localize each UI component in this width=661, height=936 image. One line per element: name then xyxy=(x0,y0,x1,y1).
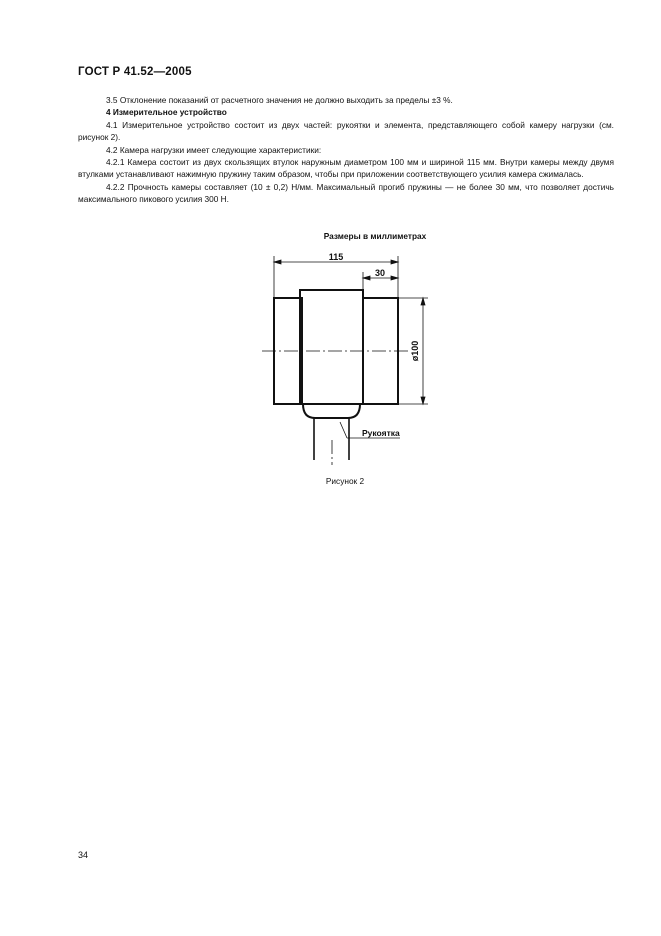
section-heading-4: 4 Измерительное устройство xyxy=(106,107,227,118)
handle-label: Рукоятка xyxy=(362,428,400,438)
figure-caption: Рисунок 2 xyxy=(325,476,365,486)
paragraph-4-2-2: 4.2.2 Прочность камеры составляет (10 ± 0,2) Н/мм. Максимальный прогиб пружины — не более 30 мм, что позволяет достичь максимального пикового усилия 300 Н. xyxy=(78,181,614,205)
dimension-115-label: 115 xyxy=(328,252,344,262)
dimension-diameter-label: ø100 xyxy=(410,340,420,362)
center-lines xyxy=(262,351,410,465)
paragraph-4-2-1: 4.2.1 Камера состоит из двух скользящих втулок наружным диаметром 100 мм и шириной 115 мм. Внутри камеры между двумя втулками устанавливают нажимную пружину таким образом, чтобы при приложении соответствующего усилия камера сжималась. xyxy=(78,157,614,180)
paragraph-3-5: 3.5 Отклонение показаний от расчетного значения не должно выходить за пределы ±3 %. xyxy=(106,95,453,105)
handle-shape xyxy=(314,418,349,460)
paragraph-4-2: 4.2 Камера нагрузки имеет следующие характеристики: xyxy=(106,144,322,155)
dimension-30-label: 30 xyxy=(374,268,386,278)
document-code: ГОСТ Р 41.52—2005 xyxy=(78,66,192,78)
paragraph-4-1: 4.1 Измерительное устройство состоит из двух частей: рукоятки и элемента, представляющего собой камеру нагрузки (см. рисунок 2). xyxy=(78,119,614,143)
chamber-outline xyxy=(274,290,398,418)
figure-dimensions-note: Размеры в миллиметрах xyxy=(323,231,427,241)
page-number: 34 xyxy=(78,850,89,860)
